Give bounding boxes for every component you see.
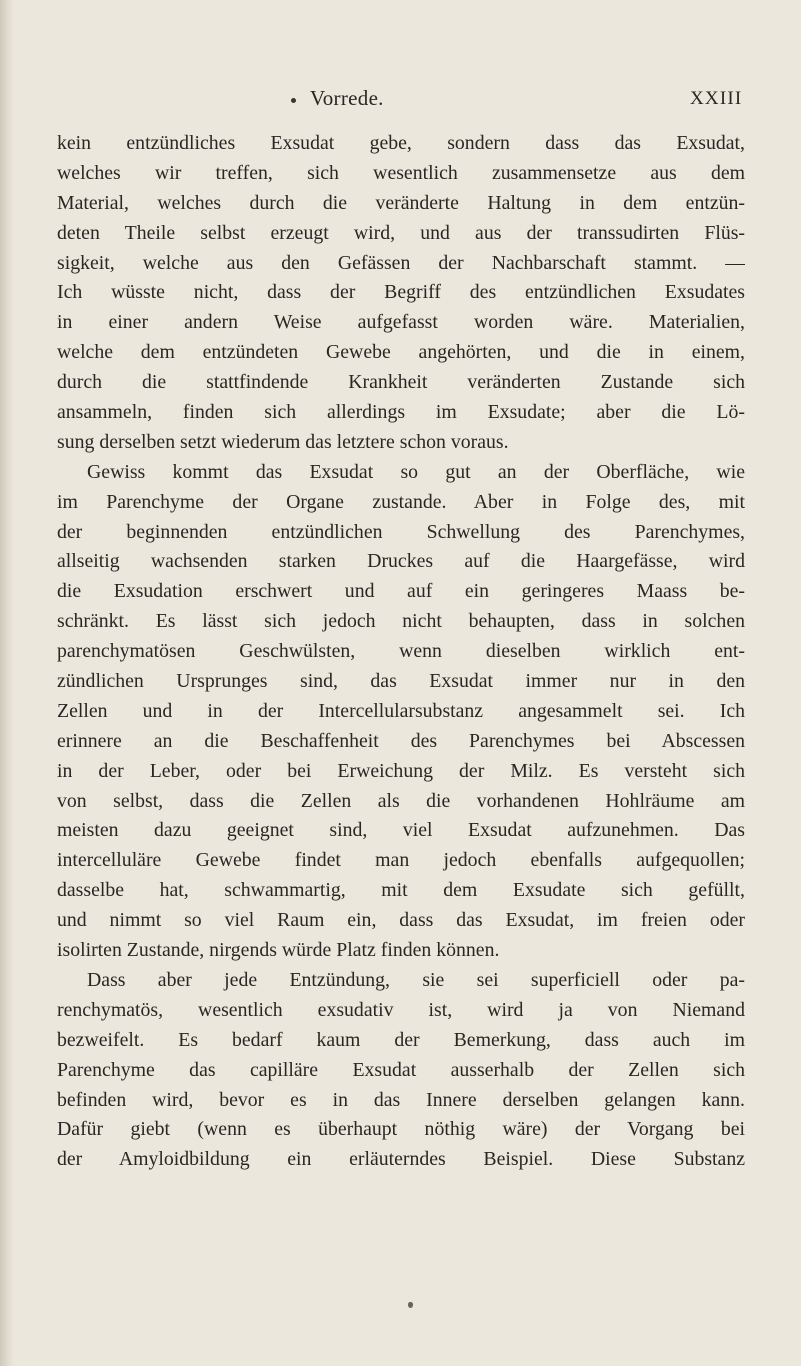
text-line: bezweifelt. Es bedarf kaum der Bemerkung, dass auch im <box>57 1028 745 1051</box>
text-line: ansammeln, finden sich allerdings im Exsudate; aber die Lö- <box>57 401 745 424</box>
text-line: Dass aber jede Entzündung, sie sei superficiell oder pa- <box>87 968 745 991</box>
print-speck <box>408 1302 413 1308</box>
text-line: sigkeit, welche aus den Gefässen der Nachbarschaft stammt. — <box>57 251 745 274</box>
text-line: meisten dazu geeignet sind, viel Exsudat aufzunehmen. Das <box>57 819 745 842</box>
text-line: Material, welches durch die veränderte Haltung in dem entzün- <box>57 191 745 214</box>
text-line: intercelluläre Gewebe findet man jedoch ebenfalls aufgequollen; <box>57 849 745 872</box>
text-line: Gewiss kommt das Exsudat so gut an der Oberfläche, wie <box>87 460 745 483</box>
text-line: und nimmt so viel Raum ein, dass das Exsudat, im freien oder <box>57 909 745 932</box>
text-line: dasselbe hat, schwammartig, mit dem Exsudate sich gefüllt, <box>57 879 745 902</box>
text-line: von selbst, dass die Zellen als die vorhandenen Hohlräume am <box>57 789 745 812</box>
text-line: durch die stattfindende Krankheit veränderten Zustande sich <box>57 371 745 394</box>
text-line: in der Leber, oder bei Erweichung der Milz. Es versteht sich <box>57 759 745 782</box>
text-line: der Amyloidbildung ein erläuterndes Beispiel. Diese Substanz <box>57 1148 745 1171</box>
text-line: Zellen und in der Intercellularsubstanz angesammelt sei. Ich <box>57 699 745 722</box>
text-line: parenchymatösen Geschwülsten, wenn dieselben wirklich ent- <box>57 640 745 663</box>
text-line: Parenchyme das capilläre Exsudat ausserhalb der Zellen sich <box>57 1058 745 1081</box>
body-text <box>57 129 745 1175</box>
text-line: Ich wüsste nicht, dass der Begriff des entzündlichen Exsudates <box>57 281 745 304</box>
text-line: allseitig wachsenden starken Druckes auf die Haargefässe, wird <box>57 550 745 573</box>
text-line: der beginnenden entzündlichen Schwellung des Parenchymes, <box>57 520 745 543</box>
header-bullet <box>291 98 296 103</box>
text-line: die Exsudation erschwert und auf ein geringeres Maass be- <box>57 580 745 603</box>
text-line: in einer andern Weise aufgefasst worden wäre. Materialien, <box>57 311 745 334</box>
text-line: isolirten Zustande, nirgends würde Platz finden können. <box>57 939 500 962</box>
text-line: deten Theile selbst erzeugt wird, und aus der transsudirten Flüs- <box>57 221 745 244</box>
text-line: erinnere an die Beschaffenheit des Parenchymes bei Abscessen <box>57 729 745 752</box>
text-line: renchymatös, wesentlich exsudativ ist, wird ja von Niemand <box>57 998 745 1021</box>
text-line: welche dem entzündeten Gewebe angehörten, und die in einem, <box>57 341 745 364</box>
running-head-title: Vorrede. <box>310 86 384 110</box>
text-line: sung derselben setzt wiederum das letztere schon voraus. <box>57 430 509 453</box>
text-line: befinden wird, bevor es in das Innere derselben gelangen kann. <box>57 1088 745 1111</box>
page-number: XXIII <box>690 88 743 109</box>
text-line: kein entzündliches Exsudat gebe, sondern dass das Exsudat, <box>57 132 745 154</box>
running-head <box>0 86 801 116</box>
text-line: Dafür giebt (wenn es überhaupt nöthig wäre) der Vorgang bei <box>57 1118 745 1141</box>
text-line: schränkt. Es lässt sich jedoch nicht behaupten, dass in solchen <box>57 610 745 633</box>
text-line: zündlichen Ursprunges sind, das Exsudat immer nur in den <box>57 670 745 693</box>
text-line: welches wir treffen, sich wesentlich zusammensetze aus dem <box>57 161 745 184</box>
text-line: im Parenchyme der Organe zustande. Aber in Folge des, mit <box>57 490 745 513</box>
page-edge-shadow <box>0 0 14 1366</box>
